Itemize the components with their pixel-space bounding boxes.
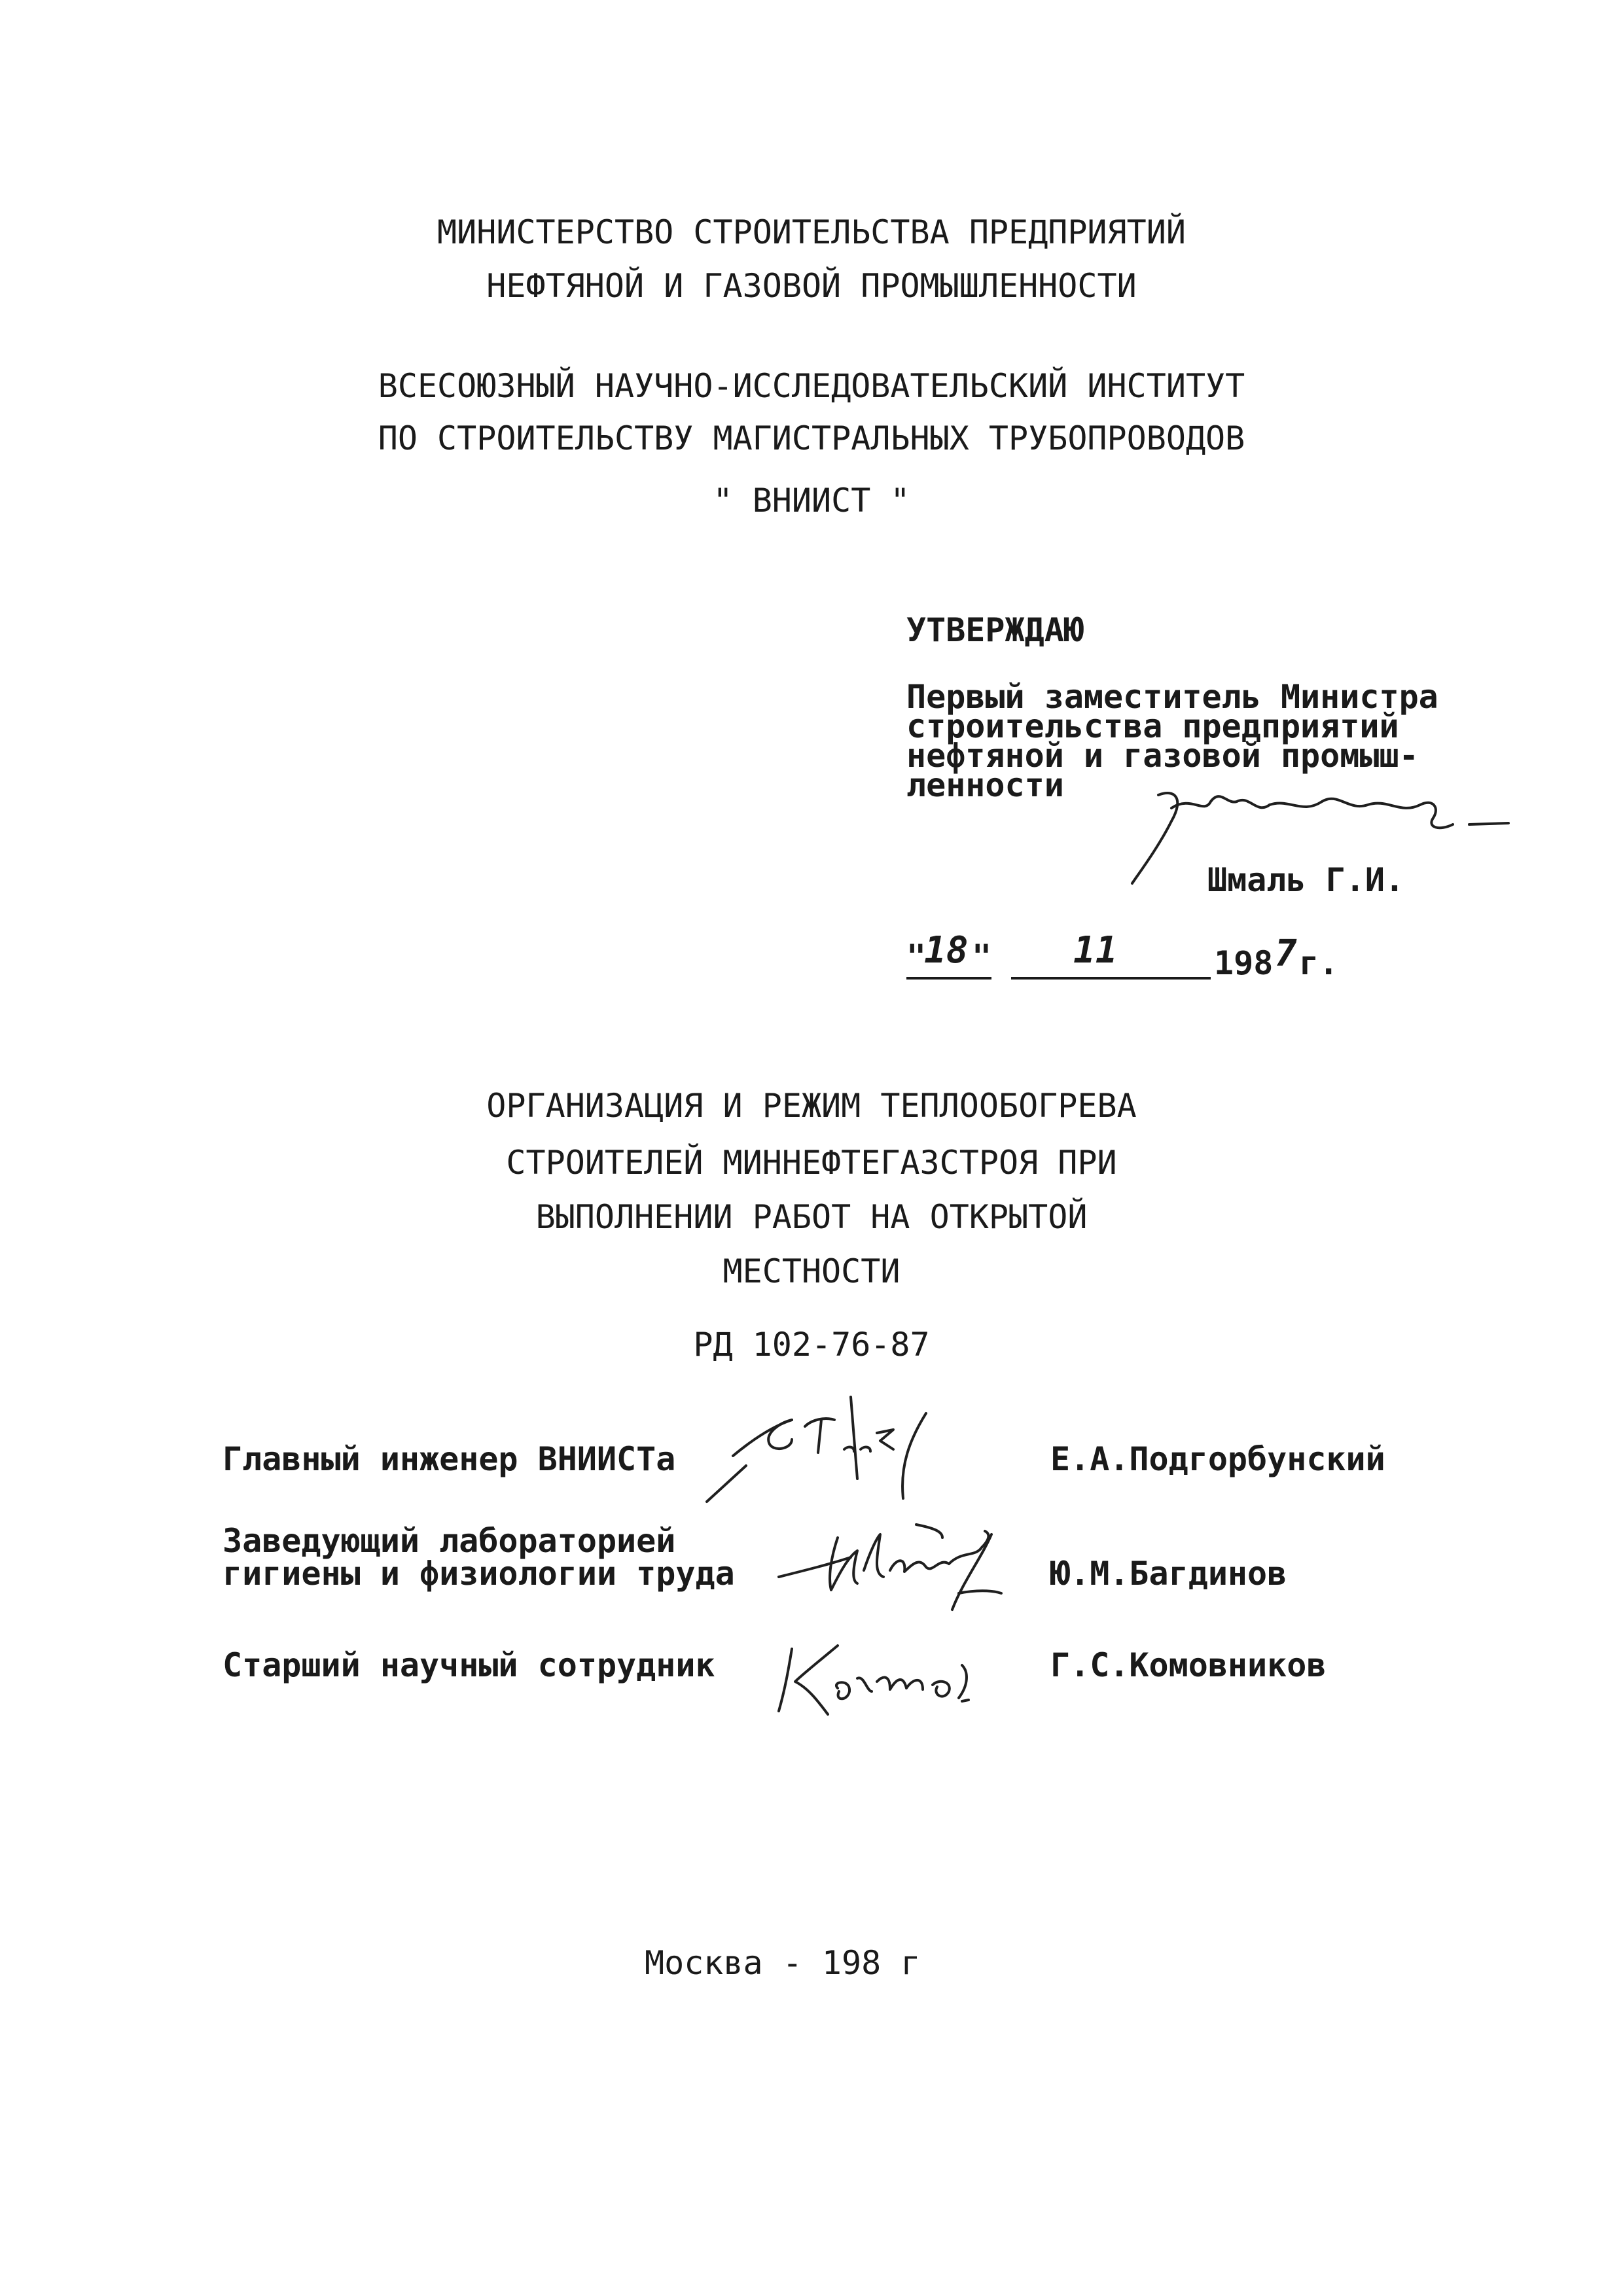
approver-position-line3: нефтяной и газовой промыш-	[906, 737, 1419, 775]
signatory-2-position-line1: Заведующий лабораторией	[223, 1522, 676, 1560]
institute-name-line2: ПО СТРОИТЕЛЬСТВУ МАГИСТРАЛЬНЫХ ТРУБОПРОВОДОВ	[378, 419, 1245, 457]
document-code: РД 102-76-87	[693, 1326, 930, 1364]
approval-heading: УТВЕРЖДАЮ	[906, 611, 1084, 649]
approver-name: Шмаль Г.И.	[1207, 861, 1405, 899]
signatory-3-name: Г.С.Комовников	[1050, 1646, 1327, 1684]
approver-position-line1: Первый заместитель Министра	[906, 678, 1438, 716]
signatory-2-name: Ю.М.Багдинов	[1050, 1555, 1287, 1593]
signatory-1-signature	[694, 1394, 1021, 1505]
date-year-digit: 7	[1275, 932, 1297, 975]
ministry-name-line1: МИНИСТЕРСТВО СТРОИТЕЛЬСТВА ПРЕДПРИЯТИЙ	[437, 213, 1186, 251]
date-year-suffix: г.	[1299, 944, 1339, 982]
document-title-line4: МЕСТНОСТИ	[722, 1252, 901, 1290]
signatory-2-signature	[766, 1511, 1080, 1636]
date-month-underline	[1011, 977, 1211, 980]
document-title-line1: ОРГАНИЗАЦИЯ И РЕЖИМ ТЕПЛООБОГРЕВА	[486, 1087, 1137, 1125]
date-close-quote: "	[972, 938, 992, 976]
signatory-3-signature	[766, 1629, 1014, 1727]
approver-position-line4: ленности	[906, 766, 1064, 804]
document-title-line3: ВЫПОЛНЕНИИ РАБОТ НА ОТКРЫТОЙ	[535, 1198, 1088, 1236]
institute-name-line1: ВСЕСОЮЗНЫЙ НАУЧНО-ИССЛЕДОВАТЕЛЬСКИЙ ИНСТИТУТ	[378, 367, 1245, 405]
signatory-3-position: Старший научный сотрудник	[223, 1646, 715, 1684]
signatory-1-position: Главный инженер ВНИИСТа	[223, 1440, 676, 1478]
date-open-quote: "	[906, 938, 927, 976]
date-day: 18	[924, 929, 969, 972]
date-month: 11	[1073, 929, 1118, 972]
date-year-prefix: 198	[1214, 944, 1274, 982]
signatory-2-position-line2: гигиены и физиологии труда	[223, 1555, 735, 1593]
date-day-underline	[906, 977, 991, 980]
institute-abbreviation: " ВНИИСТ "	[713, 482, 910, 520]
document-title-line2: СТРОИТЕЛЕЙ МИННЕФТЕГАЗСТРОЯ ПРИ	[506, 1144, 1117, 1182]
ministry-name-line2: НЕФТЯНОЙ И ГАЗОВОЙ ПРОМЫШЛЕННОСТИ	[486, 267, 1137, 305]
approver-position-line2: строительства предприятий	[906, 707, 1399, 745]
signatory-1-name: Е.А.Подгорбунский	[1050, 1440, 1385, 1478]
place-and-year: Москва - 198 г	[645, 1944, 921, 1982]
